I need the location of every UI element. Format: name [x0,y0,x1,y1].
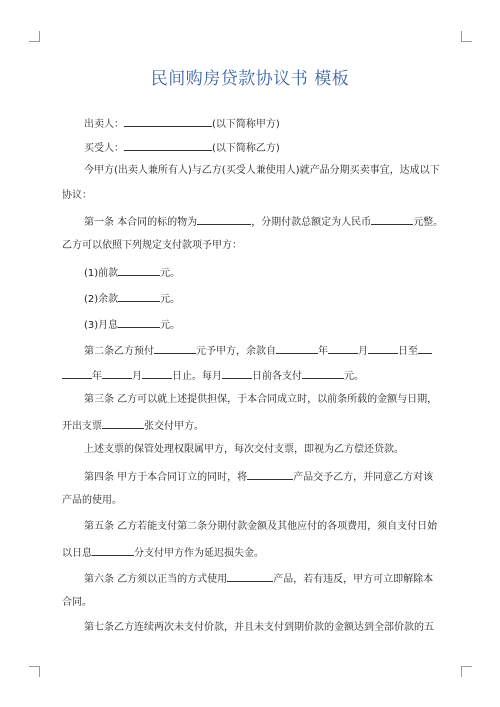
article-2-blank-end-year-a[interactable] [418,343,432,354]
article-7-line-1: 第七条乙方连续两次未支付价款，并且未支付到期价款的金额达到全部价款的五 [84,622,434,633]
article-3-text-a: 开出支票 [62,421,102,432]
article-2-end-month-label: 月 [132,371,142,382]
article-2-text-a: 第二条乙方预付 [84,346,154,357]
article-5-line-2 [62,545,264,561]
article-4-line-1 [84,469,433,485]
article-1-blank-total[interactable] [371,214,413,225]
article-4-text-a: 第四条 甲方于本合同订立的同时，将 [84,472,248,483]
item-3-blank[interactable] [118,317,160,328]
article-2-blank-end-month[interactable] [102,368,132,379]
seller-line [84,116,280,132]
item-1-label: (1)前款 [84,268,119,279]
item-3 [84,317,180,333]
article-2-blank-end-day[interactable] [142,368,172,379]
article-3-line-1: 第三条 乙方可以就上述提供担保，于本合同成立时，以前条所载的金额与日期， [84,394,438,405]
article-2-blank-start-day[interactable] [368,343,398,354]
article-2-text-monthly: 日止。每月 [172,371,222,382]
article-5-text-b: 分支付甲方作为延迟损失金。 [134,548,264,559]
article-2-text-each: 日前各支付 [252,371,302,382]
buyer-line [84,140,280,156]
article-1-line-1 [84,214,443,230]
article-2-blank-start-year[interactable] [276,343,318,354]
crop-mark-top-left [29,31,40,42]
article-2-blank-pay-day[interactable] [222,368,252,379]
document-title: 民间购房贷款协议书 模板 [150,69,350,89]
article-2-blank-amount[interactable] [302,368,344,379]
crop-mark-top-right [461,31,472,42]
seller-blank[interactable] [124,116,212,127]
item-2 [84,291,180,307]
article-6-text-a: 第六条 乙方须以正当的方式使用 [84,574,228,585]
article-2-day-to-label: 日至 [398,346,418,357]
article-2-text-b: 元予甲方，余款自 [196,346,276,357]
article-2-blank-prepay[interactable] [154,343,196,354]
item-3-unit: 元。 [160,320,181,331]
article-6-blank-product[interactable] [227,571,273,582]
article-4-text-b: 产品交予乙方，并同意乙方对该 [293,472,434,483]
article-2-end-year-label: 年 [92,371,102,382]
item-1-blank[interactable] [118,265,160,276]
article-2-line-1 [84,343,432,359]
article-3-line-2 [62,418,204,434]
buyer-note: (以下简称乙方) [212,143,280,154]
article-6-line-2: 合同。 [62,597,92,608]
article-4-blank-product[interactable] [247,469,293,480]
buyer-label: 买受人： [84,143,124,154]
seller-note: (以下简称甲方) [212,119,280,130]
article-1-line-2: 乙方可以依照下列规定支付款项予甲方： [62,240,242,251]
item-3-label: (3)月息 [84,320,119,331]
article-4-line-2: 产品的使用。 [62,495,122,506]
article-2-line-2 [62,368,364,384]
article-2-year-label: 年 [318,346,328,357]
item-2-blank[interactable] [118,291,160,302]
article-2-blank-start-month[interactable] [328,343,358,354]
article-3-line-3: 上述支票的保管处理权限属甲方，每次交付支票，即视为乙方偿还贷款。 [84,444,404,455]
article-1-blank-subject[interactable] [197,214,251,225]
intro-line-2: 协议： [62,190,92,201]
crop-mark-bottom-right [461,666,472,677]
article-3-blank-cheques[interactable] [102,418,144,429]
article-2-month-label: 月 [358,346,368,357]
article-6-line-1 [84,571,433,587]
item-1-unit: 元。 [160,268,181,279]
intro-line-1: 今甲方(出卖人兼所有人)与乙方(买受人兼使用人)就产品分期买卖事宜，达成以下 [84,165,440,176]
crop-mark-bottom-left [29,666,40,677]
item-1 [84,265,180,281]
article-2-unit: 元。 [344,371,364,382]
article-1-text-c: 元整。 [413,217,444,228]
seller-label: 出卖人： [84,119,124,130]
article-1-text-b: ，分期付款总额定为人民币 [251,217,372,228]
article-2-blank-end-year-b[interactable] [62,368,92,379]
article-6-text-b: 产品，若有违反，甲方可立即解除本 [273,574,434,585]
item-2-unit: 元。 [160,294,181,305]
item-2-label: (2)余款 [84,294,119,305]
article-5-blank-interest[interactable] [92,545,134,556]
article-5-text-a: 以日息 [62,548,92,559]
article-1-text-a: 第一条 本合同的标的物为 [84,217,198,228]
article-3-text-b: 张交付甲方。 [144,421,204,432]
article-5-line-1: 第五条 乙方若能支付第二条分期付款金额及其他应付的各项费用，须自支付日始 [84,521,438,532]
buyer-blank[interactable] [124,140,212,151]
